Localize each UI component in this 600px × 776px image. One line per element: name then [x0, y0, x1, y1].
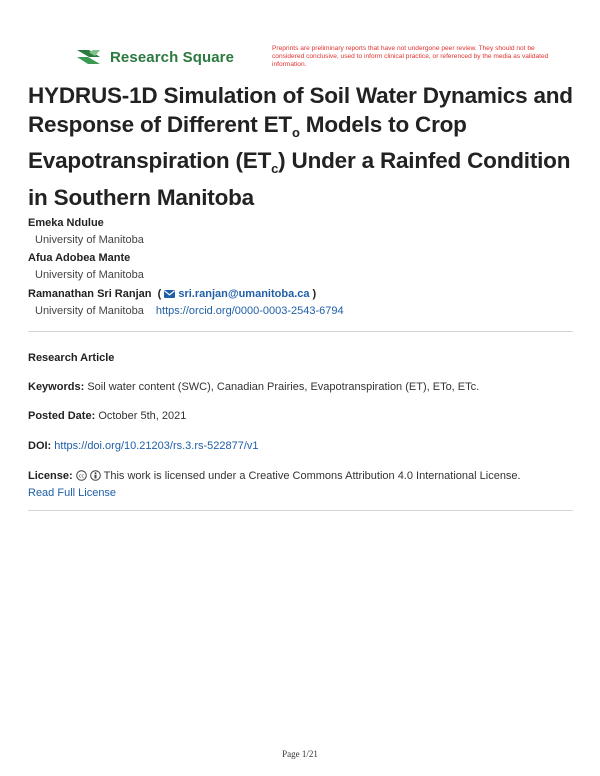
research-square-logo[interactable] [75, 47, 234, 67]
author-name: Ramanathan Sri Ranjan [28, 288, 152, 300]
author-name: Emeka Ndulue [28, 217, 104, 229]
keywords-row [28, 381, 479, 393]
license-label: License: [28, 470, 73, 482]
author-affiliation-row [35, 305, 344, 317]
doi-row [28, 440, 259, 452]
author-affiliation: University of Manitoba [35, 305, 144, 317]
cc-icon [76, 470, 87, 481]
read-full-license-link[interactable]: Read Full License [28, 487, 117, 499]
author-name: Afua Adobea Mante [28, 252, 131, 264]
author-email-link[interactable]: sri.ranjan@umanitoba.ca [178, 288, 310, 300]
license-row [28, 470, 573, 482]
author-affiliation: University of Manitoba [35, 234, 144, 246]
license-text: This work is licensed under a Creative Commons Attribution 4.0 International License. [103, 470, 521, 482]
keywords-value: Soil water content (SWC), Canadian Prairies, Evapotranspiration (ET), ETo, ETc. [87, 381, 480, 393]
orcid-link[interactable]: https://orcid.org/0000-0003-2543-6794 [155, 305, 344, 317]
divider [28, 510, 573, 511]
posted-date-value: October 5th, 2021 [98, 410, 187, 422]
corresponding-author: Ramanathan Sri Ranjan ( sri.ranjan@umanitoba.ca ) [28, 288, 317, 300]
doi-label: DOI: [28, 440, 52, 452]
doi-link[interactable]: https://doi.org/10.21203/rs.3.rs-522877/v1 [54, 440, 259, 452]
research-square-logo-icon [75, 47, 102, 67]
posted-date-row [28, 410, 186, 422]
keywords-label: Keywords: [28, 381, 85, 393]
article-type: Research Article [28, 352, 115, 364]
divider [28, 331, 573, 332]
author-affiliation: University of Manitoba [35, 269, 144, 281]
preprint-notice: Preprints are preliminary reports that have not undergone peer review. They should not be considered conclusive, used to inform clinical practice, or referenced by the media as validated information. [272, 45, 549, 69]
posted-date-label: Posted Date: [28, 410, 96, 422]
logo-text: Research Square [110, 48, 235, 66]
svg-text:cc: cc [78, 473, 84, 480]
page-number: Page 1/21 [282, 749, 318, 759]
paper-title: HYDRUS-1D Simulation of Soil Water Dynamics and Response of Different $ET_o$ Models to Crop Evapotranspiration $(ET_c)$ Under a Rainfed Condition in Southern Manitoba [28, 83, 573, 210]
attribution-icon [90, 470, 101, 481]
email-icon [164, 290, 175, 298]
